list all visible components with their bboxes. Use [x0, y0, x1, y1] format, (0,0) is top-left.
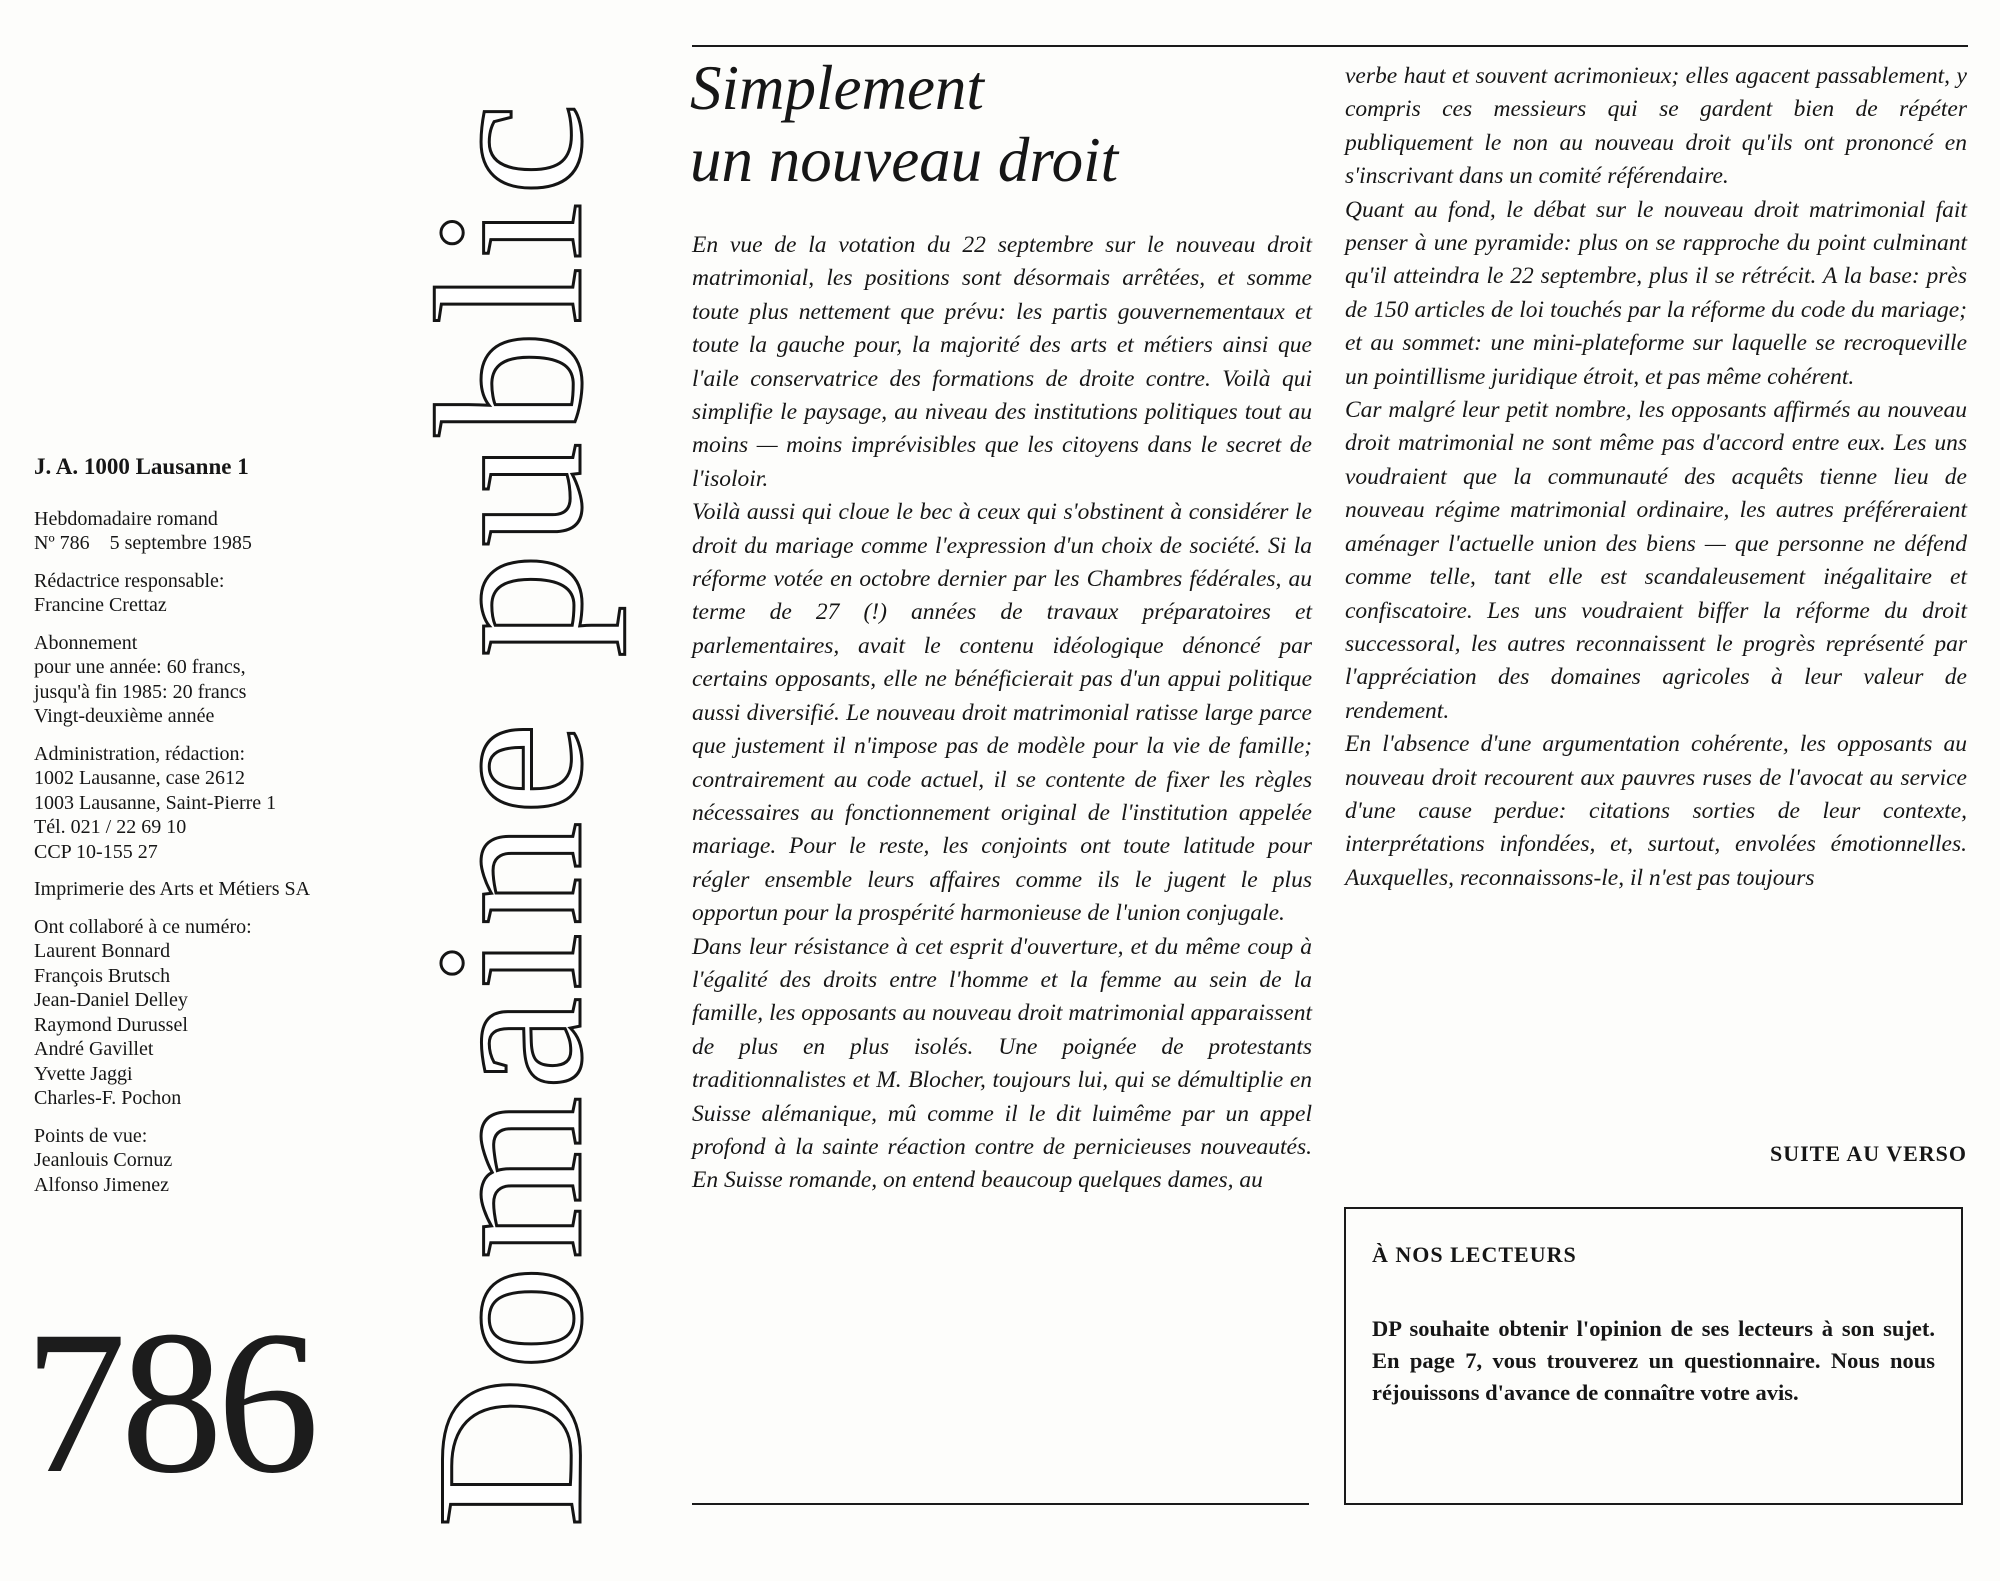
postal-account: CCP 10-155 27: [34, 840, 158, 863]
issue-date: Nº 786 5 septembre 1985: [34, 532, 252, 554]
postal-line: J. A. 1000 Lausanne 1: [34, 454, 249, 479]
article-paragraph: Voilà aussi qui cloue le bec à ceux qui s'obstinent à considérer le droit du mariage comme l'expression d'un choix de société. Si la réforme votée en octobre dernier par les Chambres fédérales, au terme de 27 (!) années de travaux préparatoires et parlementaires, avait le contenu idéologique dénoncé par certains opposants, elle ne bénéficierait pas d'un appui politique aussi diversifié. Le nouveau droit matrimonial ratisse large parce que justement il n'impose pas de modèle pour la vie de famille; contrairement au code actuel, il se contente de fixer les règles nécessaires au fonctionnement original de l'institution appelée mariage. Pour le reste, les conjoints ont toute latitude pour régler ensemble leurs affaires comme ils le jugent le plus opportun pour la prospérité harmonieuse de l'union conjugale.: [692, 499, 1312, 927]
article-paragraph: Dans leur résistance à cet esprit d'ouverture, et du même coup à l'égalité des droits entre l'homme et la femme au sein de la famille, les opposants au nouveau droit matrimonial apparaissent de plus en plus isolés. Une poignée de protestants traditionnalistes et M. Blocher, toujours lui, qui se démultiplie en Suisse alémanique, mû comme il le dit luimême par un appel profond à la sainte réaction contre de pernicieuses nouveautés. En Suisse romande, on entend beaucoup quelques dames, au: [692, 933, 1312, 1194]
article-paragraph: verbe haut et souvent acrimonieux; elles agacent passablement, y compris ces messieurs qui se gardent bien de répéter publiquement le non au nouveau droit qu'ils ont prononcé en s'inscrivant dans un comité référendaire.: [1345, 63, 1967, 190]
subscription-year: pour une année: 60 francs,: [34, 656, 246, 678]
contributor: André Gavillet: [34, 1038, 154, 1060]
editor-label: Rédactrice responsable:: [34, 569, 225, 592]
article-paragraph: Quant au fond, le débat sur le nouveau droit matrimonial fait penser à une pyramide: plus on se rapproche du point culminant qu'il atteindra le 22 septembre, plus il se rétrécit. A la base: près de 150 articles de loi touchés par la réforme du code du mariage; et au sommet: une mini-plateforme sur laquelle se recroqueville un pointillisme juridique étroit, et pas même cohérent.: [1345, 196, 1967, 390]
contributor: Raymond Durussel: [34, 1013, 188, 1036]
issue-number: 786: [24, 1289, 314, 1516]
administration-label: Administration, rédaction:: [34, 742, 246, 765]
publication-info: [34, 455, 399, 1210]
subscription-label: Abonnement: [34, 631, 138, 654]
contributor: Jean-Daniel Delley: [34, 989, 188, 1011]
subscription-block: [34, 631, 399, 729]
printer: Imprimerie des Arts et Métiers SA: [34, 878, 311, 900]
readers-notice-title: À NOS LECTEURS: [1372, 1242, 1577, 1267]
article-paragraph: En l'absence d'une argumentation cohérente, les opposants au nouveau droit recourent aux pauvres ruses de l'avocat au service d'une cause perdue: citations sorties de leur contexte, interprétations infondées, et, surtout, envolées émotionnelles. Auxquelles, reconnaissons-le, il n'est pas toujours: [1345, 731, 1967, 891]
viewpoints-label: Points de vue:: [34, 1124, 148, 1147]
continued-label: SUITE AU VERSO: [1770, 1141, 1967, 1166]
contributor: Yvette Jaggi: [34, 1062, 133, 1085]
publication-type: Hebdomadaire romand: [34, 507, 218, 530]
phone-number: Tél. 021 / 22 69 10: [34, 816, 187, 838]
viewpoint-author: Alfonso Jimenez: [34, 1173, 169, 1196]
viewpoint-author: Jeanlouis Cornuz: [34, 1149, 173, 1171]
headline-line: Simplement: [690, 53, 984, 123]
address-street: 1003 Lausanne, Saint-Pierre 1: [34, 791, 277, 814]
address-case: 1002 Lausanne, case 2612: [34, 767, 246, 789]
editor-name: Francine Crettaz: [34, 594, 167, 616]
top-rule: [692, 45, 1968, 47]
article-headline: [690, 52, 1330, 196]
article-column-1: [692, 229, 1312, 1198]
masthead-title: Domaine public: [394, 96, 626, 1528]
contributors-block: [34, 915, 399, 1111]
administration-block: [34, 742, 399, 865]
readers-notice-body: DP souhaite obtenir l'opinion de ses lecteurs à son sujet. En page 7, vous trouverez un questionnaire. Nous nous réjouissons d'avance de connaître votre avis.: [1372, 1316, 1935, 1405]
bottom-rule: [692, 1503, 1309, 1505]
subscription-end-year: jusqu'à fin 1985: 20 francs: [34, 680, 247, 703]
viewpoints-block: [34, 1124, 399, 1198]
publication-year: Vingt-deuxième année: [34, 705, 215, 727]
publication-details: [34, 507, 399, 556]
contributor: Laurent Bonnard: [34, 940, 171, 962]
contributors-label: Ont collaboré à ce numéro:: [34, 915, 252, 938]
editor-block: [34, 569, 399, 618]
headline-line: un nouveau droit: [690, 125, 1119, 195]
contributor: Charles-F. Pochon: [34, 1087, 182, 1109]
article-column-2: [1345, 60, 1967, 895]
article-paragraph: Car malgré leur petit nombre, les opposants affirmés au nouveau droit matrimonial ne sont même pas d'accord entre eux. Les uns voudraient que la communauté des acquêts tienne lieu de nouveau régime matrimonial ordinaire, les autres préféreraient aménager l'actuelle union des biens — que personne ne défend comme telle, tant elle est scandaleusement inégalitaire et confiscatoire. Les uns voudraient biffer la réforme du droit successoral, les autres reconnaissent le progrès représenté par l'appréciation des domaines agricoles à leur valeur de rendement.: [1345, 397, 1967, 724]
article-paragraph: En vue de la votation du 22 septembre sur le nouveau droit matrimonial, les positions sont désormais arrêtées, et somme toute plus nettement que prévu: les partis gouvernementaux et toute la gauche pour, la majorité des arts et métiers ainsi que l'aile conservatrice des formations de droite contre. Voilà qui simplifie le paysage, au niveau des institutions politiques tout au moins — moins imprévisibles que les citoyens dans le secret de l'isoloir.: [692, 232, 1312, 492]
masthead: [395, 48, 625, 1528]
readers-notice-box: [1344, 1207, 1963, 1505]
contributor: François Brutsch: [34, 964, 171, 987]
